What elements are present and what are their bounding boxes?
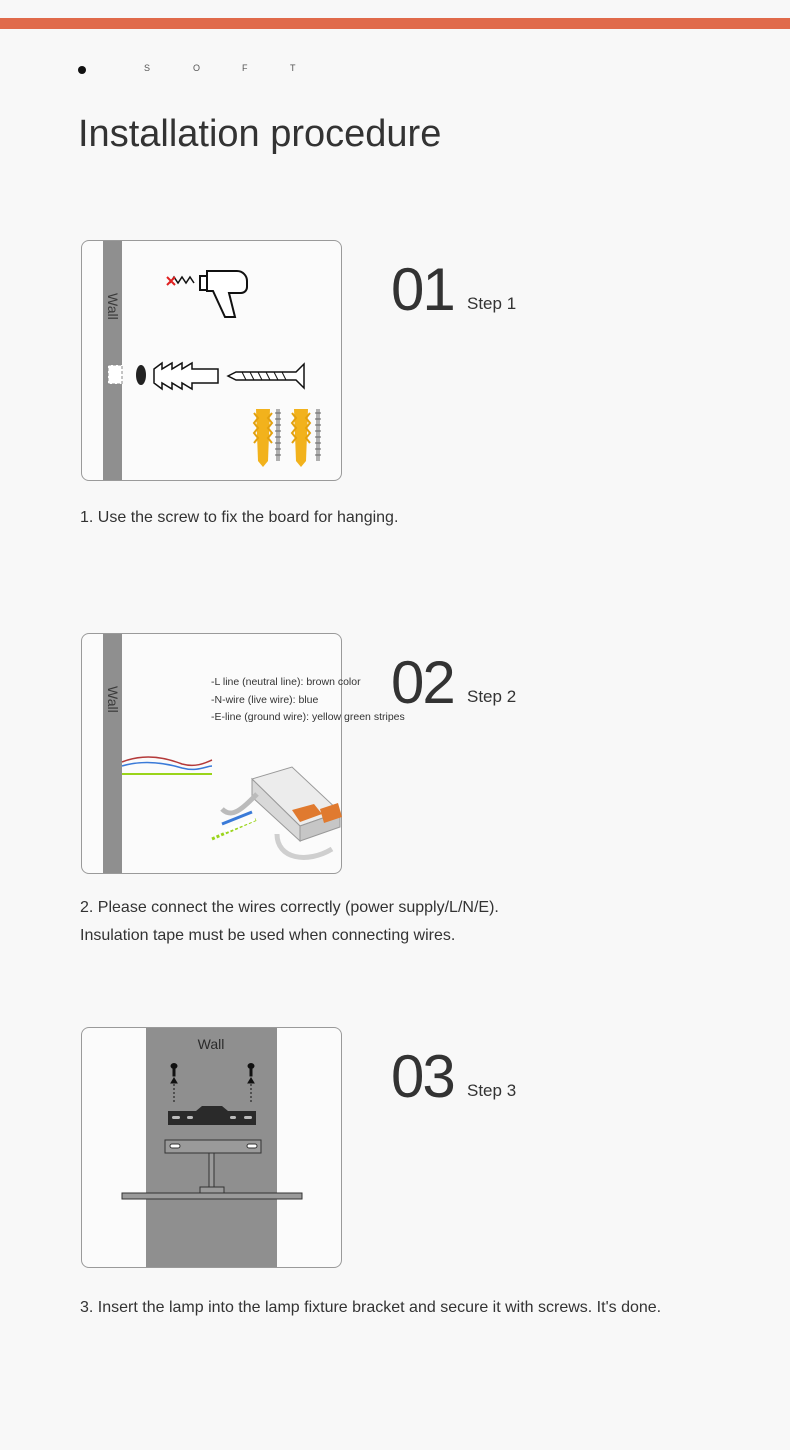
step-1-description: 1. Use the screw to fix the board for hanging.: [80, 509, 399, 526]
wall-hole-icon: [108, 365, 122, 384]
red-x-icon: [167, 277, 175, 285]
page-title: Installation procedure: [78, 113, 442, 155]
step-2-description-line: Insulation tape must be used when connecting wires.: [80, 927, 456, 944]
wall-strip: [103, 241, 122, 480]
step-2-description-line: 2. Please connect the wires correctly (power supply/L/N/E).: [80, 899, 499, 916]
brand-dot-icon: [78, 66, 86, 74]
brand-letter: O: [193, 63, 201, 73]
wire-note-l: -L line (neutral line): brown color: [211, 676, 361, 688]
wall-label: Wall: [105, 686, 121, 713]
anchor-screw-set-icon: [254, 409, 321, 467]
step-2-number: 02: [391, 649, 454, 716]
wall-label: Wall: [197, 1036, 225, 1052]
wall-strip: [103, 634, 122, 873]
step-2-illustration: [81, 633, 405, 874]
wire-color-notes: [211, 674, 405, 727]
wire-note-e: -E-line (ground wire): yellow green stripes: [211, 711, 405, 723]
step-3-label: Step 3: [467, 1081, 517, 1100]
wall-wires-icon: [122, 757, 212, 774]
step-1-label: Step 1: [467, 294, 517, 313]
wire-note-n: -N-wire (live wire): blue: [211, 693, 319, 706]
dowel-cap-icon: [136, 365, 146, 385]
step-2-description: [80, 894, 499, 950]
brand-letter: T: [290, 63, 296, 73]
step-1-illustration: [81, 240, 342, 481]
step-3-number: 03: [391, 1043, 454, 1110]
wall-label: Wall: [105, 293, 121, 320]
step-1-number: 01: [391, 256, 454, 323]
screw-icon: [228, 364, 304, 388]
step-3-illustration: [81, 1027, 342, 1268]
top-accent-bar: [0, 18, 790, 29]
step-3-description: 3. Insert the lamp into the lamp fixture bracket and secure it with screws. It's done.: [80, 1299, 662, 1316]
led-driver-icon: [212, 767, 342, 857]
wall-plug-icon: [154, 363, 218, 389]
drill-icon: [170, 271, 247, 317]
brand-letter: F: [242, 63, 248, 73]
brand-letter: S: [144, 63, 151, 73]
step-2-label: Step 2: [467, 687, 517, 706]
brand-mark: [78, 63, 318, 77]
